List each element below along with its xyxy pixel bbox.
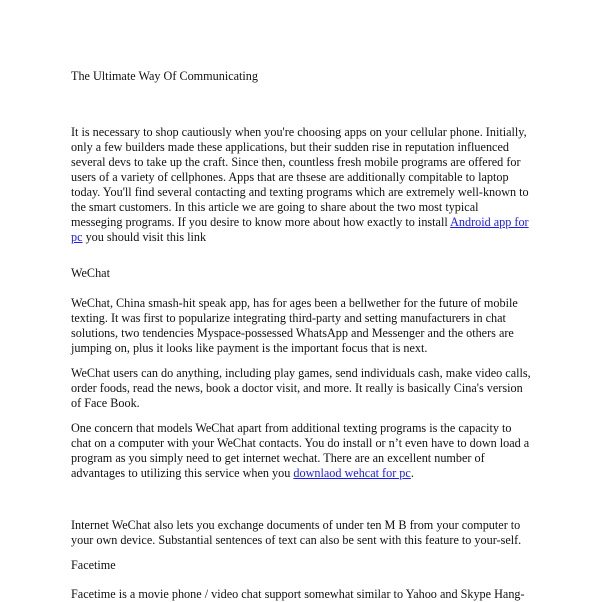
wechat-paragraph-2: WeChat users can do anything, including play games, send individuals cash, make video calls, order foods, read the news, book a doctor visit, and more. It really is basically Cina's version of Face Book. — [71, 366, 531, 410]
facetime-paragraph-1: Facetime is a movie phone / video chat support somewhat similar to Yahoo and Skype Hang- — [71, 587, 525, 601]
intro-text-after-link: you should visit this link — [82, 230, 207, 244]
intro-paragraph — [71, 125, 531, 245]
intro-text: It is necessary to shop cautiously when you're choosing apps on your cellular phone. Initially, only a few builders made these applications, but their sudden rise in reputation influenced several devs to take up the craft. Since then, countless fresh mobile programs are offered for users of a variety of cellphones. Apps that are thsese are additionally compitable to laptop today. You'll find several contacting and texting programs which are extremely well-known to the smart customers. In this article we are going to share about the two most typical messeging programs. If you desire to know more about how exactly to install — [71, 125, 529, 229]
download-wechat-for-pc-link[interactable]: downlaod wehcat for pc — [293, 466, 411, 480]
wechat-paragraph-1: WeChat, China smash-hit speak app, has for ages been a bellwether for the future of mobile texting. It was first to popularize integrating third-party and setting manufacturers in chat solutions, two tendencies Myspace-possessed WhatsApp and Messenger and the others are jumping on, plus it looks like payment is the important focus that is next. — [71, 296, 518, 355]
wechat-paragraph-3-end: . — [410, 466, 414, 480]
android-app-for-pc-link[interactable]: Android app for pc — [71, 215, 529, 244]
wechat-paragraph-3-text: One concern that models WeChat apart from additional texting programs is the capacity to chat on a computer with your WeChat contacts. You do install or n’t even have to down load a program as you simply need to get internet wechat. There are an excellent number of advantages to utilizing this service when you — [71, 421, 530, 480]
wechat-paragraph-4: Internet WeChat also lets you exchange documents of under ten M B from your computer to your own device. Substantial sentences of text can also be sent with this feature to your-self. — [71, 518, 522, 547]
section-heading-wechat: WeChat — [71, 266, 110, 280]
document-title: The Ultimate Way Of Communicating — [71, 69, 258, 83]
section-heading-facetime: Facetime — [71, 558, 116, 572]
wechat-paragraph-3 — [71, 421, 531, 481]
